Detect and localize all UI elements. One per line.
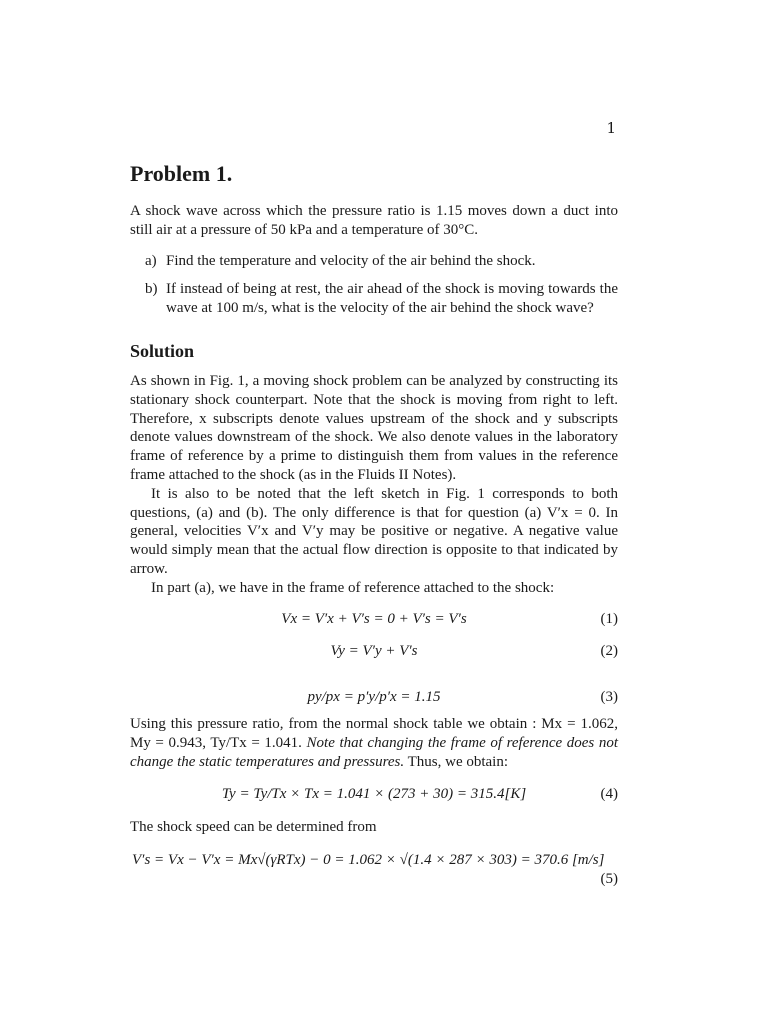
list-item: [145, 252, 618, 271]
equation-4: [130, 785, 618, 804]
equation-1: [130, 610, 618, 629]
equation-3: [130, 688, 618, 707]
paragraph-emphasis: Note that changing the frame of reference does not change the static temperatures and pressures.: [130, 734, 618, 770]
equation-tag: (2): [600, 643, 618, 660]
paragraph-text: Using this pressure ratio, from the normal shock table we obtain : Mx = 1.062, My = 0.943, Ty/Tx = 1.041.: [130, 715, 618, 751]
problem-statement: A shock wave across which the pressure ratio is 1.15 moves down a duct into still air at a pressure of 50 kPa and a temperature of 30°C.: [130, 203, 618, 238]
equation-body: Vy = V′y + V′s: [330, 643, 418, 660]
paragraph-text: Thus, we obtain:: [407, 753, 509, 770]
document-body: [130, 160, 618, 889]
question-text: Find the temperature and velocity of the air behind the shock.: [166, 252, 536, 269]
equation-body: V′s = Vx − V′x = Mx√(γRTx) − 0 = 1.062 × √(1.4 × 287 × 303) = 370.6 [m/s]: [132, 851, 605, 868]
equation-body: Ty = Ty/Tx × Tx = 1.041 × (273 + 30) = 315.4[K]: [221, 786, 527, 803]
list-item: [145, 280, 618, 318]
equation-2: [130, 642, 618, 661]
solution-paragraph-2: It is also to be noted that the left sketch in Fig. 1 corresponds to both questions, (a) and (b). The only difference is that for question (a) V′x = 0. In general, velocities V′x and V′y may be positive or negative. A negative value would simply mean that the actual flow direction is opposite to that indicated by arrow.: [130, 485, 618, 577]
question-label: a): [145, 252, 157, 269]
page-number: 1: [606, 119, 616, 137]
equation-tag: (4): [600, 786, 618, 803]
equation-tag: (5): [600, 870, 618, 887]
equation-body: py/px = p′y/p′x = 1.15: [307, 689, 441, 706]
solution-paragraph-1: As shown in Fig. 1, a moving shock problem can be analyzed by constructing its stationary shock counterpart. Note that the shock is moving from right to left. Therefore, x subscripts denote values upstream of the shock and y subscripts denote values downstream of the shock. We also denote values in the laboratory frame of reference by a prime to distinguish them from values in the reference frame attached to the shock (as in the Fluids II Notes).: [130, 372, 618, 483]
question-label: b): [145, 281, 158, 298]
equation-tag: (1): [600, 610, 618, 627]
equation-5: [130, 851, 618, 889]
page-title: Problem 1.: [130, 161, 233, 186]
equation-body: Vx = V′x + V′s = 0 + V′s = V′s: [281, 610, 467, 627]
solution-paragraph-4: [130, 715, 618, 771]
equation-tag: (3): [600, 689, 618, 706]
solution-paragraph-5: The shock speed can be determined from: [130, 819, 377, 836]
solution-heading: Solution: [130, 340, 195, 361]
question-text: If instead of being at rest, the air ahead of the shock is moving towards the wave at 100 m/s, what is the velocity of the air behind the shock wave?: [166, 281, 618, 317]
question-list: [130, 252, 618, 318]
solution-paragraph-3: In part (a), we have in the frame of reference attached to the shock:: [151, 579, 555, 596]
